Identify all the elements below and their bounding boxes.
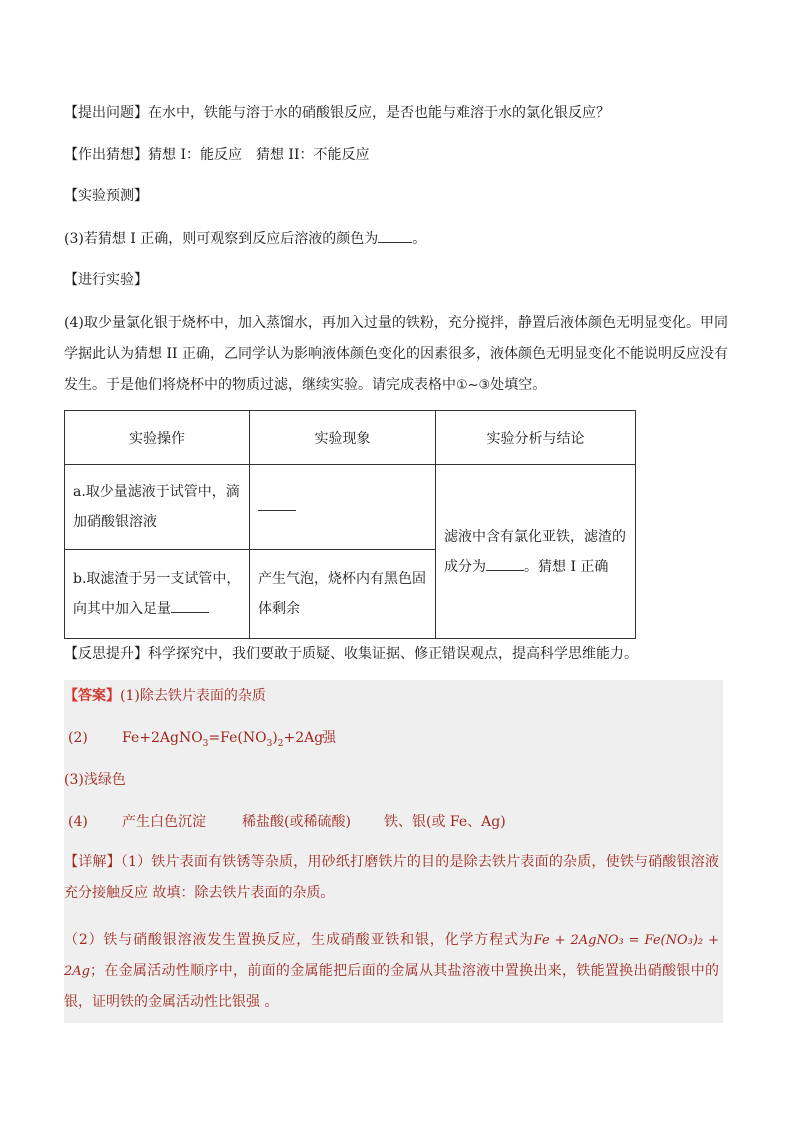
- question-4: [64, 308, 728, 401]
- detail-2-equation: Fe + 2AgNO₃ = Fe(NO₃)₂ + 2Ag: [64, 933, 720, 979]
- detail-2: [64, 925, 719, 1018]
- detail-2-end: ；在金属活动性顺序中，前面的金属能把后面的金属从其盐溶液中置换出来，铁能置换出硝酸银中的银，证明铁的金属活动性比银强 。: [64, 963, 719, 1010]
- operation-a: a.取少量滤液于试管中，滴加硝酸银溶液: [65, 465, 250, 550]
- conclusion-cell: [436, 465, 636, 639]
- experiment-table: [64, 410, 636, 639]
- operation-b: [65, 550, 250, 639]
- reflection: 【反思提升】科学探究中，我们要敢于质疑、收集证据、修正错误观点，提高科学思维能力。: [64, 646, 638, 662]
- question-3: [64, 228, 426, 249]
- answer-blank: [378, 228, 412, 243]
- operation-b-text: b.取滤渣于另一支试管中，向其中加入足量: [73, 571, 241, 617]
- detail-2-text: （2）铁与硝酸银溶液发生置换反应，生成硝酸亚铁和银，化学方程式为: [64, 932, 534, 948]
- question-3-text: (3)若猜想 I 正确，则可观察到反应后溶液的颜色为: [64, 231, 379, 247]
- detail-1: [64, 847, 719, 909]
- answer-2-word: 强: [322, 730, 336, 746]
- detail-tag: 【详解】: [64, 854, 121, 870]
- predict-heading: 【实验预测】: [64, 188, 148, 204]
- answer-tag: 【答案】: [64, 688, 120, 704]
- answer-1: (1)除去铁片表面的杂质: [120, 688, 266, 704]
- question-4-end: 处填空。: [490, 377, 547, 393]
- hypothesis: 【作出猜想】猜想 I：能反应 猜想 II：不能反应: [64, 147, 370, 163]
- conclusion-end: 。猜想 I 正确: [524, 558, 609, 575]
- answer-4-part-3: 铁、银(或 Fe、Ag): [384, 814, 506, 830]
- answer-line-4: [64, 812, 564, 832]
- conclusion-text: 滤液中含有氯化亚铁，滤渣的成分为: [444, 528, 626, 575]
- experiment-heading: 【进行实验】: [64, 272, 148, 288]
- raise-question: 【提出问题】在水中，铁能与溶于水的硝酸银反应，是否也能与难溶于水的氯化银反应？: [64, 105, 610, 121]
- answer-blank: [171, 598, 209, 613]
- answer-3: (3)浅绿色: [64, 772, 126, 788]
- answer-blank: [486, 556, 524, 571]
- answer-line-1: [64, 686, 266, 706]
- answer-4-number: (4): [68, 814, 88, 830]
- phenomenon-a: [250, 465, 436, 550]
- answer-4-part-1: 产生白色沉淀: [122, 814, 206, 830]
- table-header: 实验现象: [250, 411, 436, 465]
- table-header: 实验操作: [65, 411, 250, 465]
- detail-1-text: （1）铁片表面有铁锈等杂质，用砂纸打磨铁片的目的是除去铁片表面的杂质，使铁与硝酸银溶液充分接触反应 故填：除去铁片表面的杂质。: [64, 854, 720, 901]
- table-row: [65, 465, 636, 550]
- answer-line-2: [64, 728, 384, 748]
- question-4-marks: ①~③: [456, 378, 491, 393]
- table-header: 实验分析与结论: [436, 411, 636, 465]
- answer-4-part-2: 稀盐酸(或稀硫酸): [242, 814, 351, 830]
- question-3-end: 。: [412, 231, 427, 247]
- answer-2-equation: $Fe+2AgNO_3=Fe(NO_3)_2+2Ag$: [122, 730, 324, 749]
- answer-panel: [64, 680, 723, 1023]
- phenomenon-b: 产生气泡，烧杯内有黑色固体剩余: [250, 550, 436, 639]
- answer-blank: [258, 496, 296, 511]
- answer-2-number: (2): [68, 730, 88, 746]
- question-4-text: (4)取少量氯化银于烧杯中，加入蒸馏水，再加入过量的铁粉，充分搅拌，静置后液体颜色无明显变化。甲同学据此认为猜想 II 正确，乙同学认为影响液体颜色变化的因素很多，液体颜色无明显变化不能说明反应没有发生。于是他们将烧杯中的物质过滤，继续实验。请完成表格中: [64, 315, 728, 393]
- table-header-row: [65, 411, 636, 465]
